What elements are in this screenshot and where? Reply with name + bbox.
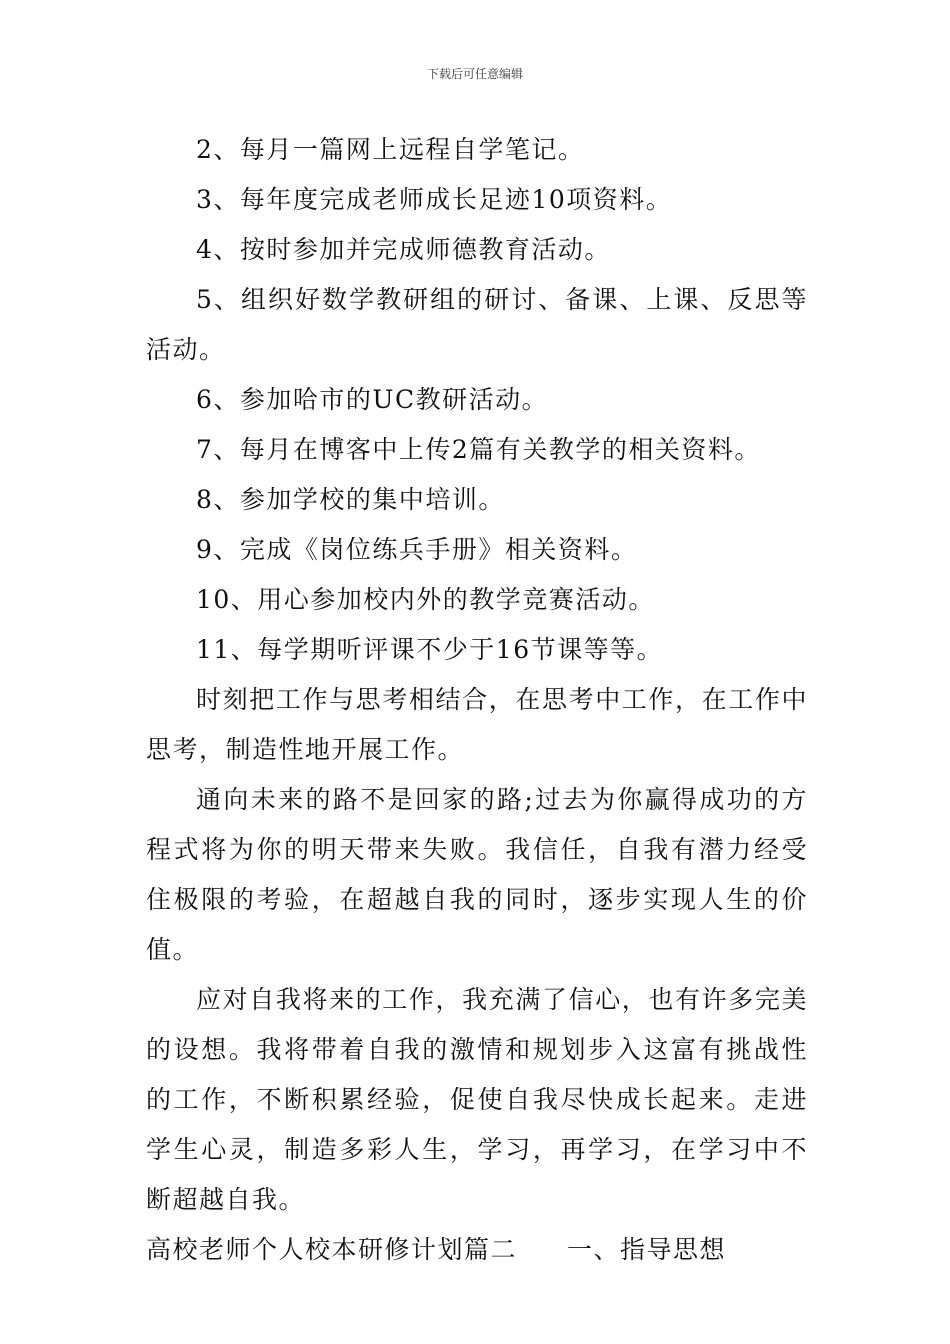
paragraph-item-3: 3、每年度完成老师成长足迹10项资料。 bbox=[196, 185, 673, 214]
paragraph-item-4: 4、按时参加并完成师德教育活动。 bbox=[196, 235, 611, 264]
paragraph-item-9: 9、完成《岗位练兵手册》相关资料。 bbox=[196, 535, 638, 564]
paragraph-reflection: 时刻把工作与思考相结合，在思考中工作，在工作中思考，制造性地开展工作。 bbox=[146, 685, 808, 764]
paragraph-item-10: 10、用心参加校内外的教学竞赛活动。 bbox=[196, 585, 655, 614]
section-heading bbox=[146, 1225, 808, 1275]
paragraph-item-2: 2、每月一篇网上远程自学笔记。 bbox=[196, 135, 585, 164]
paragraph-item-6: 6、参加哈市的UC教研活动。 bbox=[196, 385, 549, 414]
section-subtitle: 一、指导思想 bbox=[567, 1235, 727, 1264]
paragraph-item-8: 8、参加学校的集中培训。 bbox=[196, 485, 505, 514]
page-header: 下载后可任意编辑 bbox=[426, 67, 523, 81]
paragraph-item-11: 11、每学期听评课不少于16节课等等。 bbox=[196, 635, 664, 664]
section-title: 高校老师个人校本研修计划篇二 bbox=[146, 1235, 518, 1264]
paragraph-outlook: 应对自我将来的工作，我充满了信心，也有许多完美的设想。我将带着自我的激情和规划步入这富有挑战性的工作，不断积累经验，促使自我尽快成长起来。走进学生心灵，制造多彩人生，学习，再学习，在学习中不断超越自我。 bbox=[146, 985, 808, 1214]
paragraph-item-5: 5、组织好数学教研组的研讨、备课、上课、反思等活动。 bbox=[146, 285, 808, 364]
document-body bbox=[146, 125, 808, 1275]
paragraph-item-7: 7、每月在博客中上传2篇有关教学的相关资料。 bbox=[196, 435, 761, 464]
paragraph-future: 通向未来的路不是回家的路;过去为你赢得成功的方程式将为你的明天带来失败。我信任，自我有潜力经受住极限的考验，在超越自我的同时，逐步实现人生的价值。 bbox=[146, 785, 808, 964]
